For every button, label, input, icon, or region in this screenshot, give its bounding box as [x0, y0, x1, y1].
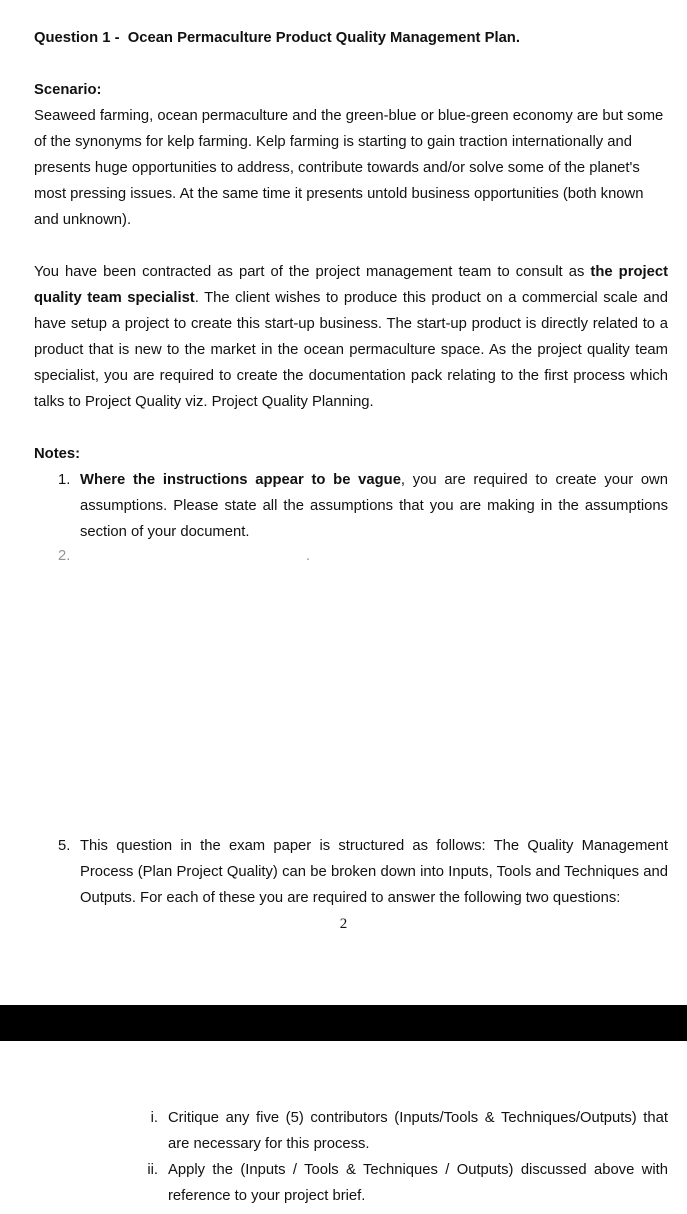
sub-item-i-number: i. — [150, 1110, 158, 1126]
note-item-1-number: 1. — [58, 472, 71, 488]
paragraph-2-segment-2: . The client wishes to produce this product on a commercial scale and have setup a project to create this start-up business. The start-up product is directly related to a product that is new to the market in the ocean permaculture space. As the project quality team specialist, you are required to create the documentation pack relating to the first process which talks to Project Quality viz. Project Quality Planning. — [34, 290, 668, 410]
note-item-1-text — [80, 467, 668, 545]
note-item-5-text: This question in the exam paper is structured as follows: The Quality Management Process (Plan Project Quality) can be broken down into Inputs, Tools and Techniques and Outputs. For each of these you are required to answer the following two questions: — [80, 838, 668, 906]
note-item-1 — [34, 467, 668, 545]
scenario-label: Scenario: — [34, 82, 102, 98]
sub-item-ii-text: Apply the (Inputs / Tools & Techniques / Outputs) discussed above with reference to your project brief. — [168, 1162, 668, 1204]
cutoff-note-item-2-fragment: . — [306, 548, 311, 564]
sub-item-ii-number: ii. — [147, 1162, 158, 1178]
scenario-paragraph-1 — [34, 103, 668, 233]
cutoff-note-item-2-number: 2. — [58, 548, 71, 564]
sub-item-ii — [34, 1157, 668, 1209]
paragraph-2-segment-1: You have been contracted as part of the project management team to consult as — [34, 264, 591, 280]
question-title: Question 1 - Ocean Permaculture Product Quality Management Plan. — [34, 30, 520, 46]
scenario-paragraph-2 — [34, 259, 668, 415]
redaction-bar — [0, 1005, 687, 1041]
scenario-paragraph-1-text: Seaweed farming, ocean permaculture and the green-blue or blue-green economy are but some of the synonyms for kelp farming. Kelp farming is starting to gain traction internationally and presents huge opportunities to address, contribute towards and/or solve some of the planet's most pressing issues. At the same time it presents untold business opportunities (both known and unknown). — [34, 108, 664, 228]
sub-item-i-text: Critique any five (5) contributors (Inputs/Tools & Techniques/Outputs) that are necessary for this process. — [168, 1110, 668, 1152]
note-item-1-rest: , you are required to create your own assumptions. Please state all the assumptions that you are making in the assumptions section of your document. — [80, 472, 668, 540]
page-number: 2 — [339, 916, 348, 932]
note-item-1-bold-phrase: Where the instructions appear to be vague — [80, 472, 401, 488]
sub-item-i — [34, 1105, 668, 1157]
note-item-5 — [34, 833, 668, 911]
paragraph-2-bold-phrase: the project quality team specialist — [34, 264, 669, 306]
notes-label: Notes: — [34, 446, 81, 462]
note-item-5-number: 5. — [58, 838, 71, 854]
